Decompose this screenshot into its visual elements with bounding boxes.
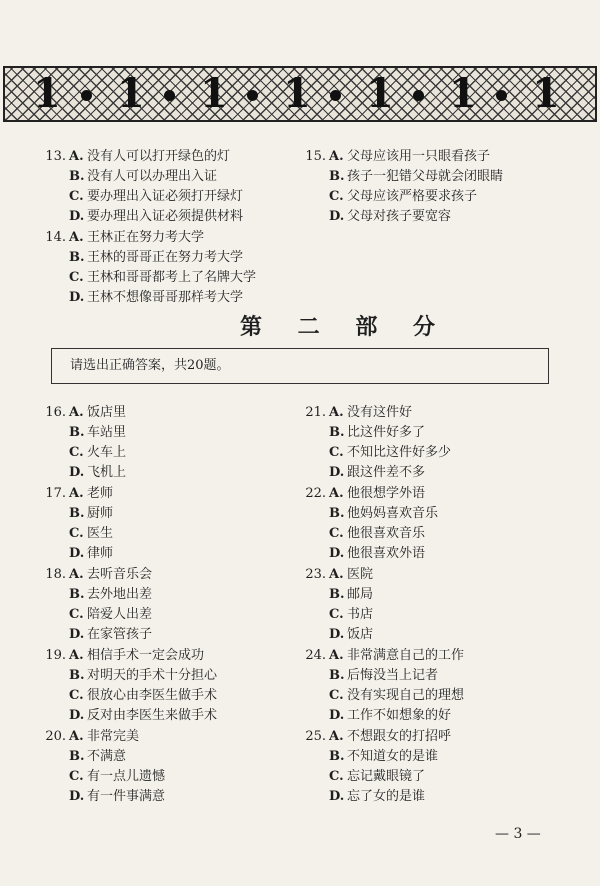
question-number: 19. bbox=[45, 648, 66, 663]
option-letter: A. bbox=[329, 567, 344, 582]
option-letter: C. bbox=[329, 445, 344, 460]
instructions-box: 请选出正确答案，共20题。 bbox=[51, 348, 549, 384]
option-letter: A. bbox=[69, 729, 84, 744]
banner-dot bbox=[330, 90, 341, 101]
option-text: 他很想学外语 bbox=[347, 486, 426, 501]
option-text: 陪爱人出差 bbox=[87, 607, 153, 622]
option-text: 父母应该严格要求孩子 bbox=[347, 189, 478, 204]
option-text: 非常满意自己的工作 bbox=[347, 648, 465, 663]
option-text: 车站里 bbox=[87, 425, 127, 440]
option-text: 父母应该用一只眼看孩子 bbox=[347, 149, 491, 164]
option-letter: A. bbox=[329, 648, 344, 663]
option-text: 非常完美 bbox=[87, 729, 140, 744]
option-letter: A. bbox=[69, 149, 84, 164]
question-number: 24. bbox=[305, 648, 326, 663]
question-number: 25. bbox=[305, 729, 326, 744]
option-letter: B. bbox=[69, 250, 85, 265]
question-number: 14. bbox=[45, 230, 66, 245]
option-text: 忘记戴眼镜了 bbox=[347, 769, 426, 784]
option-text: 王林正在努力考大学 bbox=[87, 230, 205, 245]
section-title: 第 二 部 分 bbox=[240, 314, 449, 340]
option-text: 很放心由李医生做手术 bbox=[87, 688, 218, 703]
option-letter: A. bbox=[69, 567, 84, 582]
option-letter: A. bbox=[329, 405, 344, 420]
option-text: 在家管孩子 bbox=[87, 627, 153, 642]
banner-dot bbox=[164, 90, 175, 101]
question-number: 15. bbox=[305, 149, 326, 164]
option-letter: C. bbox=[69, 688, 84, 703]
option-text: 书店 bbox=[347, 607, 374, 622]
question-15 bbox=[300, 147, 555, 227]
question-number: 22. bbox=[305, 486, 326, 501]
option-text: 老师 bbox=[87, 486, 114, 501]
option-text: 王林不想像哥哥那样考大学 bbox=[87, 290, 244, 305]
option-text: 没有实现自己的理想 bbox=[347, 688, 465, 703]
section-banner bbox=[3, 66, 597, 122]
option-text: 对明天的手术十分担心 bbox=[87, 668, 218, 683]
option-text: 有一件事满意 bbox=[87, 789, 166, 804]
question-23 bbox=[300, 565, 555, 645]
question-16 bbox=[40, 403, 295, 483]
option-text: 相信手术一定会成功 bbox=[87, 648, 205, 663]
banner-dot bbox=[81, 90, 92, 101]
option-text: 工作不如想象的好 bbox=[347, 708, 452, 723]
option-letter: C. bbox=[329, 688, 344, 703]
option-letter: D. bbox=[329, 546, 345, 561]
question-24 bbox=[300, 646, 555, 726]
option-text: 饭店 bbox=[347, 627, 374, 642]
option-letter: C. bbox=[329, 189, 344, 204]
option-text: 火车上 bbox=[87, 445, 127, 460]
question-13 bbox=[40, 147, 295, 227]
option-text: 邮局 bbox=[347, 587, 374, 602]
option-letter: A. bbox=[329, 486, 344, 501]
option-text: 父母对孩子要宽容 bbox=[347, 209, 452, 224]
option-text: 跟这件差不多 bbox=[347, 465, 426, 480]
option-letter: B. bbox=[329, 425, 345, 440]
option-text: 要办理出入证必须打开绿灯 bbox=[87, 189, 244, 204]
banner-digit: 1 bbox=[449, 70, 477, 117]
banner-dot bbox=[247, 90, 258, 101]
question-19 bbox=[40, 646, 295, 726]
banner-dot bbox=[413, 90, 424, 101]
option-letter: C. bbox=[69, 607, 84, 622]
option-letter: C. bbox=[69, 189, 84, 204]
banner-digit: 1 bbox=[532, 70, 560, 117]
question-number: 13. bbox=[45, 149, 66, 164]
option-letter: C. bbox=[69, 769, 84, 784]
option-text: 他很喜欢外语 bbox=[347, 546, 426, 561]
option-text: 不想跟女的打招呼 bbox=[347, 729, 452, 744]
option-letter: B. bbox=[329, 506, 345, 521]
banner-digit: 1 bbox=[200, 70, 228, 117]
option-text: 厨师 bbox=[87, 506, 114, 521]
option-letter: C. bbox=[329, 607, 344, 622]
option-letter: A. bbox=[69, 486, 84, 501]
question-14 bbox=[40, 228, 295, 308]
question-21 bbox=[300, 403, 555, 483]
option-text: 有一点儿遗憾 bbox=[87, 769, 166, 784]
option-text: 后悔没当上记者 bbox=[347, 668, 439, 683]
option-text: 要办理出入证必须提供材料 bbox=[87, 209, 244, 224]
option-text: 反对由李医生来做手术 bbox=[87, 708, 218, 723]
option-letter: D. bbox=[329, 708, 345, 723]
question-18 bbox=[40, 565, 295, 645]
option-letter: C. bbox=[329, 526, 344, 541]
banner-digit: 1 bbox=[366, 70, 394, 117]
option-letter: B. bbox=[329, 169, 345, 184]
option-letter: C. bbox=[69, 270, 84, 285]
question-20 bbox=[40, 727, 295, 807]
option-text: 王林和哥哥都考上了名牌大学 bbox=[87, 270, 257, 285]
option-text: 医生 bbox=[87, 526, 114, 541]
option-text: 比这件好多了 bbox=[347, 425, 426, 440]
option-letter: D. bbox=[69, 465, 85, 480]
option-letter: A. bbox=[329, 149, 344, 164]
option-letter: C. bbox=[329, 769, 344, 784]
option-letter: B. bbox=[329, 749, 345, 764]
option-text: 去外地出差 bbox=[87, 587, 153, 602]
option-letter: D. bbox=[69, 708, 85, 723]
option-text: 饭店里 bbox=[87, 405, 127, 420]
option-text: 没有人可以办理出入证 bbox=[87, 169, 218, 184]
option-text: 去听音乐会 bbox=[87, 567, 153, 582]
option-letter: C. bbox=[69, 445, 84, 460]
option-text: 飞机上 bbox=[87, 465, 127, 480]
option-text: 不满意 bbox=[87, 749, 127, 764]
option-letter: D. bbox=[329, 465, 345, 480]
option-letter: B. bbox=[69, 668, 85, 683]
option-letter: A. bbox=[69, 405, 84, 420]
option-letter: A. bbox=[69, 230, 84, 245]
question-number: 18. bbox=[45, 567, 66, 582]
question-number: 20. bbox=[45, 729, 66, 744]
option-letter: C. bbox=[69, 526, 84, 541]
option-text: 王林的哥哥正在努力考大学 bbox=[87, 250, 244, 265]
question-number: 16. bbox=[45, 405, 66, 420]
question-number: 21. bbox=[305, 405, 326, 420]
option-letter: B. bbox=[69, 587, 85, 602]
option-text: 没有这件好 bbox=[347, 405, 413, 420]
option-letter: D. bbox=[329, 627, 345, 642]
option-letter: B. bbox=[329, 587, 345, 602]
banner-digit: 1 bbox=[283, 70, 311, 117]
option-letter: D. bbox=[69, 546, 85, 561]
option-text: 孩子一犯错父母就会闭眼睛 bbox=[347, 169, 504, 184]
option-letter: D. bbox=[69, 290, 85, 305]
option-letter: B. bbox=[69, 425, 85, 440]
option-text: 不知道女的是谁 bbox=[347, 749, 439, 764]
option-text: 没有人可以打开绿色的灯 bbox=[87, 149, 231, 164]
question-17 bbox=[40, 484, 295, 564]
question-22 bbox=[300, 484, 555, 564]
option-letter: D. bbox=[69, 627, 85, 642]
option-letter: D. bbox=[69, 209, 85, 224]
banner-digit: 1 bbox=[33, 70, 61, 117]
banner-digit: 1 bbox=[117, 70, 145, 117]
option-text: 医院 bbox=[347, 567, 374, 582]
question-number: 17. bbox=[45, 486, 66, 501]
banner-dot bbox=[496, 90, 507, 101]
question-number: 23. bbox=[305, 567, 326, 582]
option-letter: B. bbox=[69, 506, 85, 521]
option-text: 律师 bbox=[87, 546, 114, 561]
option-letter: A. bbox=[69, 648, 84, 663]
option-letter: D. bbox=[69, 789, 85, 804]
option-letter: B. bbox=[329, 668, 345, 683]
option-text: 不知比这件好多少 bbox=[347, 445, 452, 460]
option-text: 他很喜欢音乐 bbox=[347, 526, 426, 541]
question-25 bbox=[300, 727, 555, 807]
option-letter: D. bbox=[329, 789, 345, 804]
option-letter: D. bbox=[329, 209, 345, 224]
option-letter: A. bbox=[329, 729, 344, 744]
option-letter: B. bbox=[69, 749, 85, 764]
option-text: 忘了女的是谁 bbox=[347, 789, 426, 804]
option-letter: B. bbox=[69, 169, 85, 184]
option-text: 他妈妈喜欢音乐 bbox=[347, 506, 439, 521]
page-number: — 3 — bbox=[495, 826, 541, 842]
